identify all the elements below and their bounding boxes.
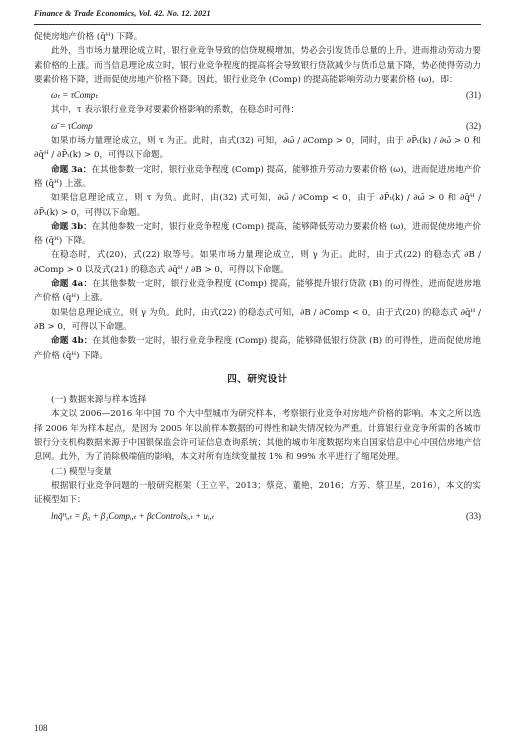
paragraph: 根据银行业竞争问题的一般研究框架（王立平，2013；蔡竞、董艳，2016；方芳、蔡卫星，2016），本文的实证模型如下： <box>34 480 481 506</box>
subsection-title: (二) 模型与变量 <box>51 466 112 477</box>
equation-formula: ωₜ = τCompₜ <box>51 90 98 101</box>
equation-number: (31) <box>466 90 481 101</box>
proposition-3a: 命题 3a：在其他参数一定时，银行业竞争程度 (Comp) 提高，能够推升劳动力要素价格 (ω)，进而促进房地产价格 (q̄ᴴ) 上涨。 <box>34 164 481 189</box>
paragraph: 在稳态时，式(20)，式(22) 取等号。如果市场力量理论成立，则 γ 为正。此时，由于式(22) 的稳态式 ∂B / ∂Comp > 0 以及式(21) 的稳态式 ∂q̄ᴴ / ∂B > 0，可得以下命题。 <box>34 250 481 275</box>
equation-formula: lnq̄ᴴᵢ,ₜ = β₀ + β₁Compᵢ,ₜ + βcControlsᵢ,ₜ + uᵢ,ₜ <box>51 510 215 521</box>
equation-formula: ω̄ = τComp <box>51 120 93 131</box>
body-text <box>34 30 481 524</box>
header-rule <box>34 24 481 25</box>
paragraph: 本文以 2006—2016 年中国 70 个大中型城市为研究样本，考察银行业竞争对房地产价格的影响。本文之所以选择 2006 年为样本起点，是因为 2005 年以前样本数据的可得性和缺失情况较为严重。计算银行业竞争所需的各城市银行分支机构数据来源于中国银保监会许可证信息查询系统；其他的城市年度数据均来自国家信息中心中国信房地产信息网。此外，为了消除极端值的影响，本文对所有连续变量按 1% 和 99% 水平进行了缩尾处理。 <box>34 409 481 463</box>
paragraph: 其中，τ 表示银行业竞争对要素价格影响的系数，在稳态时可得： <box>51 105 300 116</box>
subsection-title: (一) 数据来源与样本选择 <box>51 395 147 406</box>
equation-33 <box>34 509 481 523</box>
proposition-4b: 命题 4b：在其他参数一定时，银行业竞争程度 (Comp) 提高，能够降低银行贷款 (B) 的可得性，进而促使房地产价格 (q̄ᴴ) 下降。 <box>34 336 481 361</box>
proposition-label: 命题 3b： <box>51 221 92 232</box>
equation-number: (33) <box>466 510 481 521</box>
equation-32 <box>34 119 481 133</box>
section-title: 四、研究设计 <box>227 373 288 385</box>
paragraph: 促使房地产价格 (q̄ᴴ) 下降。 <box>34 32 143 42</box>
paragraph: 如果市场力量理论成立，则 τ 为正。此时，由式(32) 可知，∂ω̄ / ∂Comp > 0，同时，由于 ∂P̄ₜ(k) / ∂ω̄ > 0 和 ∂q̄ᴴ / ∂P̄ₜ(k) > 0，可得以下命题。 <box>34 136 481 161</box>
page-number: 108 <box>34 723 48 733</box>
proposition-label: 命题 3a： <box>51 164 92 175</box>
paragraph: 如果信息理论成立，则 τ 为负。此时，由(32) 式可知，∂ω̄ / ∂Comp < 0，由于 ∂P̄ₜ(k) / ∂ω̄ > 0 和 ∂q̄ᴴ / ∂P̄ₜ(k) > 0，可得以下命题。 <box>34 193 481 218</box>
proposition-label: 命题 4a： <box>51 279 93 290</box>
proposition-3b: 命题 3b：在其他参数一定时，银行业竞争程度 (Comp) 提高，能够降低劳动力要素价格 (ω)，进而促使房地产价格 (q̄ᴴ) 下降。 <box>34 221 482 247</box>
paragraph: 此外，当市场力量理论成立时，银行业竞争导致的信贷规模增加，势必会引发货币总量的上升，进而推动劳动力要素价格的上涨。而当信息理论成立时，银行业竞争程度的提高将会导致银行贷款减少与货币总量下降，势必使得劳动力要素价格下降，进而促使房地产价格下降。因此，银行业竞争 (Comp) 的提高能影响劳动力要素价格 (ω)，即： <box>34 46 481 85</box>
paragraph: 如果信息理论成立，则 γ 为负。此时，由式(22) 的稳态式可知，∂B / ∂Comp < 0，由于式(20) 的稳态式 ∂q̄ᴴ / ∂B > 0，可得以下命题。 <box>34 307 481 332</box>
proposition-4a: 命题 4a：在其他参数一定时，银行业竞争程度 (Comp) 提高，能够提升银行贷款 (B) 的可得性，进而促进房地产价格 (q̄ᴴ) 上涨。 <box>34 279 481 304</box>
proposition-label: 命题 4b： <box>51 336 93 347</box>
equation-number: (32) <box>466 120 481 131</box>
running-head: Finance & Trade Economics, Vol. 42. No. 12. 2021 <box>34 9 211 18</box>
equation-31 <box>34 88 481 102</box>
